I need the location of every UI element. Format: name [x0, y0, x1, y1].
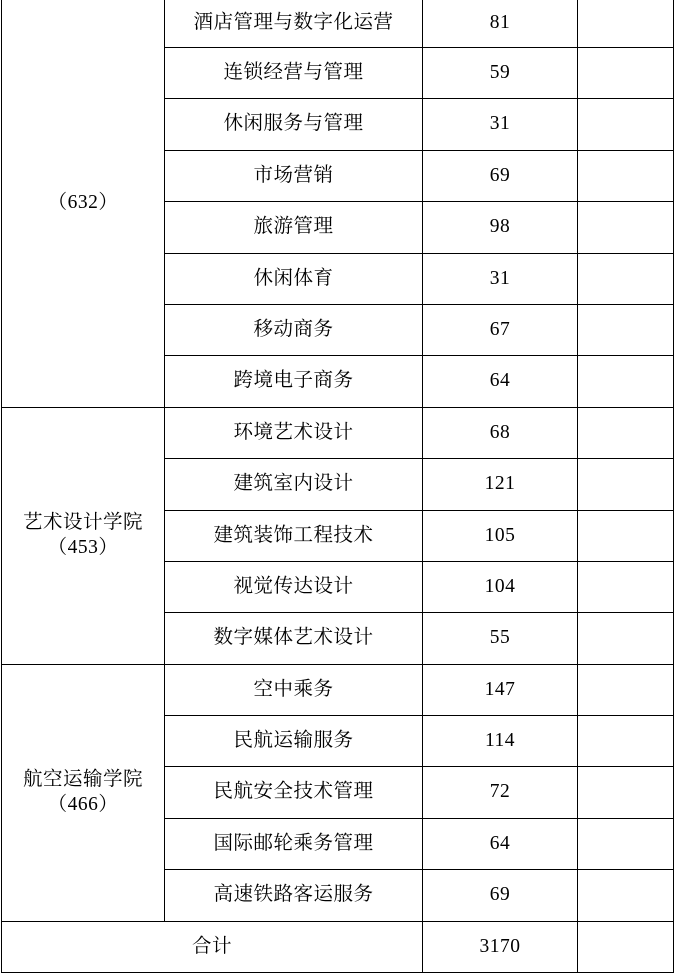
- table-cell-count: 59: [423, 48, 578, 99]
- table-cell-note: [578, 510, 674, 561]
- total-label: 合计: [2, 921, 423, 972]
- table-cell-note: [578, 356, 674, 407]
- table-cell-note: [578, 664, 674, 715]
- table-cell-major: 数字媒体艺术设计: [165, 613, 423, 664]
- table-cell-major: 市场营销: [165, 150, 423, 201]
- table-cell-count: 64: [423, 356, 578, 407]
- enrollment-table: [1, 0, 674, 973]
- table-cell-count: 55: [423, 613, 578, 664]
- table-cell-count: 104: [423, 561, 578, 612]
- table-cell-major: 旅游管理: [165, 202, 423, 253]
- table-cell-major: 国际邮轮乘务管理: [165, 818, 423, 869]
- college-name-line: 航空运输学院: [22, 769, 143, 791]
- table-cell-note: [578, 818, 674, 869]
- table-cell-count: 105: [423, 510, 578, 561]
- table-cell-major: 休闲服务与管理: [165, 99, 423, 150]
- table-cell-note: [578, 561, 674, 612]
- table-cell-note: [578, 870, 674, 921]
- table-cell-note: [578, 459, 674, 510]
- table-cell-note: [578, 150, 674, 201]
- table-cell-major: 空中乘务: [165, 664, 423, 715]
- table-cell-count: 31: [423, 253, 578, 304]
- table-cell-note: [578, 99, 674, 150]
- table-cell-count: 98: [423, 202, 578, 253]
- table-cell-major: 酒店管理与数字化运营: [165, 0, 423, 48]
- table-cell-major: 跨境电子商务: [165, 356, 423, 407]
- total-note: [578, 921, 674, 972]
- table-cell-count: 69: [423, 870, 578, 921]
- table-cell-count: 31: [423, 99, 578, 150]
- table-cell-note: [578, 48, 674, 99]
- table-cell-note: [578, 202, 674, 253]
- table-cell-college: [2, 0, 165, 407]
- table-cell-major: 休闲体育: [165, 253, 423, 304]
- table-cell-college: [2, 407, 165, 664]
- table-cell-major: 移动商务: [165, 304, 423, 355]
- table-cell-note: [578, 613, 674, 664]
- table-cell-major: 高速铁路客运服务: [165, 870, 423, 921]
- table-cell-major: 连锁经营与管理: [165, 48, 423, 99]
- table-row: [2, 407, 674, 458]
- table-cell-note: [578, 304, 674, 355]
- table-row: [2, 664, 674, 715]
- table-total-row: [2, 921, 674, 972]
- table-cell-major: 民航运输服务: [165, 716, 423, 767]
- table-cell-note: [578, 716, 674, 767]
- table-cell-count: 81: [423, 0, 578, 48]
- total-count: 3170: [423, 921, 578, 972]
- table-cell-college: [2, 664, 165, 921]
- table-cell-note: [578, 767, 674, 818]
- table-cell-count: 114: [423, 716, 578, 767]
- table-cell-count: 121: [423, 459, 578, 510]
- table-cell-count: 68: [423, 407, 578, 458]
- college-name-line: （453）: [47, 536, 119, 558]
- table-cell-major: 环境艺术设计: [165, 407, 423, 458]
- college-name-line: 艺术设计学院: [22, 512, 143, 534]
- table-cell-count: 72: [423, 767, 578, 818]
- table-cell-count: 67: [423, 304, 578, 355]
- table-cell-major: 视觉传达设计: [165, 561, 423, 612]
- college-name-line: （632）: [47, 192, 119, 214]
- college-name-line: （466）: [47, 793, 119, 815]
- table-row: [2, 0, 674, 48]
- table-cell-note: [578, 253, 674, 304]
- table-cell-major: 民航安全技术管理: [165, 767, 423, 818]
- table-cell-count: 64: [423, 818, 578, 869]
- table-cell-note: [578, 407, 674, 458]
- enrollment-table-body: [2, 0, 674, 973]
- table-cell-count: 69: [423, 150, 578, 201]
- table-cell-major: 建筑装饰工程技术: [165, 510, 423, 561]
- table-cell-note: [578, 0, 674, 48]
- table-cell-major: 建筑室内设计: [165, 459, 423, 510]
- table-cell-count: 147: [423, 664, 578, 715]
